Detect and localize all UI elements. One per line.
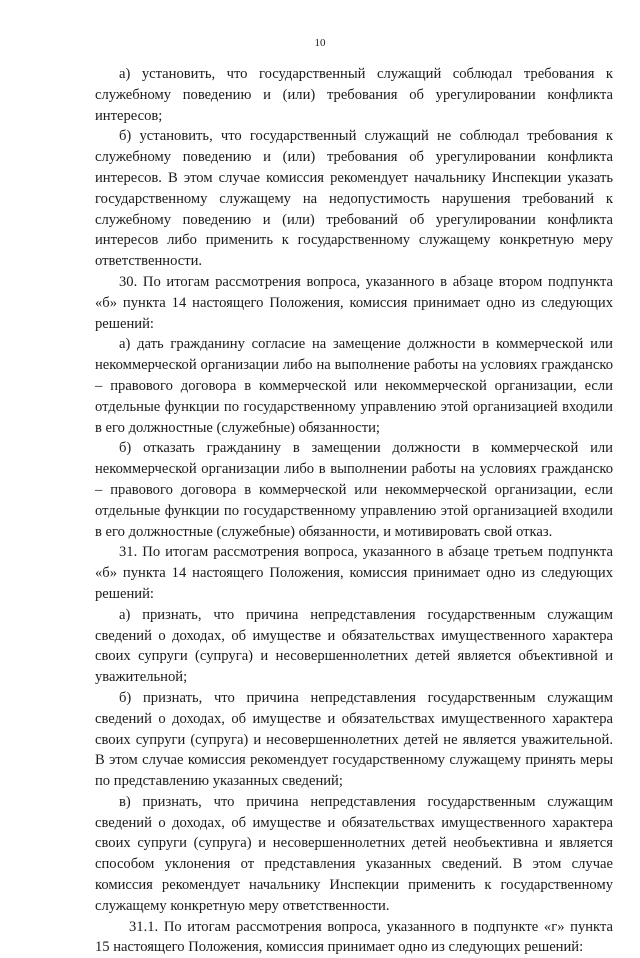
- clause-31-item-a: а) признать, что причина непредставления государственным служащим сведений о доходах, об имуществе и обязательствах имущественного характера своих супруги (супруга) и несовершеннолетних детей является объективной и уважительной;: [95, 606, 613, 686]
- clause-31-item-c: в) признать, что причина непредставления государственным служащим сведений о доходах, об имуществе и обязательствах имущественного характера своих супруги (супруга) и несовершеннолетних детей необъективна и является способом уклонения от представления указанных сведений. В этом случае комиссия рекомендует начальнику Инспекции применить к государственному служащему конкретную меру ответственности.: [95, 793, 613, 914]
- clause-31: 31. По итогам рассмотрения вопроса, указанного в абзаце третьем подпункта «б» пункта 14 настоящего Положения, комиссия принимает одно из следующих решений:: [95, 544, 613, 602]
- clause-31-item-b: б) признать, что причина непредставления государственным служащим сведений о доходах, об имуществе и обязательствах имущественного характера своих супруги (супруга) и несовершеннолетних детей не является уважительной. В этом случае комиссия рекомендует государственному служащему принять меры по представлению указанных сведений;: [95, 689, 613, 790]
- clause-item-b-prev: б) установить, что государственный служащий не соблюдал требования к служебному поведению и (или) требования об урегулировании конфликта интересов. В этом случае комиссия рекомендует начальнику Инспекции указать государственному служащему на недопустимость нарушения требований к служебному поведению и (или) требований об урегулировании конфликта интересов либо применить к государственному служащему конкретную меру ответственности.: [95, 128, 613, 270]
- clause-30-item-a-prev: а) установить, что государственный служащий соблюдал требования к служебному поведению и (или) требования об урегулировании конфликта интересов;: [95, 66, 613, 124]
- clause-31-1: 31.1. По итогам рассмотрения вопроса, указанного в подпункте «г» пункта 15 настоящего Положения, комиссия принимает одно из следующих решений:: [95, 918, 613, 956]
- clause-30-item-b: б) отказать гражданину в замещении должности в коммерческой или некоммерческой организации либо в выполнении работы на условиях гражданско – правового договора в коммерческой или некоммерческой организации, если отдельные функции по государственному управлению этой организацией входили в его должностные (служебные) обязанности, и мотивировать свой отказ.: [95, 440, 613, 540]
- clause-30-item-a: а) дать гражданину согласие на замещение должности в коммерческой или некоммерческой организации либо на выполнение работы на условиях гражданско – правового договора в коммерческой или некоммерческой организации, если отдельные функции по государственному управлению этой организацией входили в его должностные (служебные) обязанности;: [95, 336, 613, 436]
- page-number: 10: [314, 37, 326, 49]
- clause-30: 30. По итогам рассмотрения вопроса, указанного в абзаце втором подпункта «б» пункта 14 настоящего Положения, комиссия принимает одно из следующих решений:: [95, 273, 613, 332]
- document-body: [95, 64, 613, 958]
